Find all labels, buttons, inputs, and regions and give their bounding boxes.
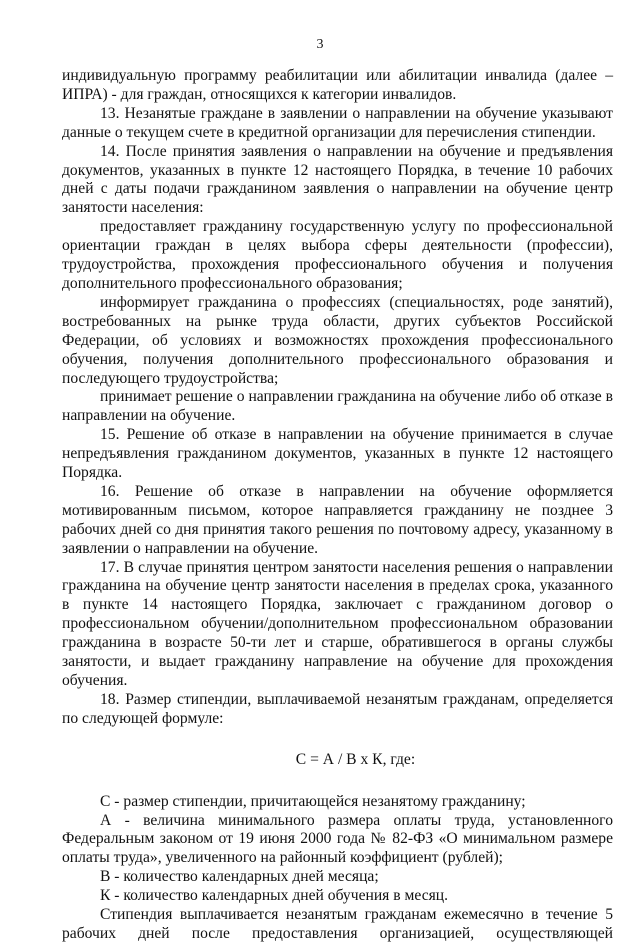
paragraph-14: 14. После принятия заявления о направлении на обучение и предъявления документов, указанных в пункте 12 настоящего Порядка, в течение 10 рабочих дней с даты подачи гражданином заявления о направлении на обучение центр занятости населения:: [62, 142, 613, 217]
paragraph-closing: Стипендия выплачивается незанятым гражданам ежемесячно в течение 5 рабочих дней после предоставления организацией, осуществляющей: [62, 906, 613, 942]
paragraph-16: 16. Решение об отказе в направлении на обучение оформляется мотивированным письмом, которое направляется гражданину не позднее 3 рабочих дней со дня принятия такого решения по почтовому адресу, указанному в заявлении о направлении на обучение.: [62, 482, 613, 557]
paragraph-17: 17. В случае принятия центром занятости населения решения о направлении гражданина на обучение центр занятости населения в пределах срока, указанного в пункте 14 настоящего Порядка, заключает с гражданином договор о профессиональном обучении/дополнительном профессиональном образовании гражданина в возрасте 50-ти лет и старше, обратившегося в органы службы занятости, и выдает гражданину направление на обучение для прохождения обучения.: [62, 558, 613, 689]
paragraph-14-item-orientation: предоставляет гражданину государственную услугу по профессиональной ориентации граждан в целях выбора сферы деятельности (профессии), трудоустройства, прохождения профессионального обучения и получения дополнительного профессионального образования;: [62, 218, 613, 292]
definition-c: С - размер стипендии, причитающейся незанятому гражданину;: [100, 792, 526, 810]
page-number: 3: [316, 37, 324, 52]
paragraph-14-item-inform: информирует гражданина о профессиях (специальностях, роде занятий), востребованных на рынке труда области, других субъектов Российской Федерации, об условиях и возможностях прохождения профессионального обучения, получения дополнительного профессионального образования и последующего трудоустройства;: [62, 293, 613, 387]
definition-a: А - величина минимального размера оплаты труда, установленного Федеральным законом от 19 июня 2000 года № 82-ФЗ «О минимальном размере оплаты труда», увеличенного на районный коэффициент (рублей);: [62, 811, 613, 867]
paragraph-15: 15. Решение об отказе в направлении на обучение принимается в случае непредъявления гражданином документов, указанных в пункте 12 настоящего Порядка.: [62, 426, 613, 482]
paragraph-ipra-continuation: индивидуальную программу реабилитации или абилитации инвалида (далее – ИПРА) - для граждан, относящихся к категории инвалидов.: [62, 67, 613, 103]
stipend-formula: С = А / В х К, где:: [295, 750, 416, 768]
definition-b: В - количество календарных дней месяца;: [100, 868, 379, 886]
paragraph-18: 18. Размер стипендии, выплачиваемой незанятым гражданам, определяется по следующей формуле:: [62, 690, 613, 727]
definition-k: К - количество календарных дней обучения в месяц.: [100, 887, 449, 905]
paragraph-13: 13. Незанятые граждане в заявлении о направлении на обучение указывают данные о текущем счете в кредитной организации для перечисления стипендии.: [62, 104, 613, 141]
document-body: [62, 67, 613, 944]
paragraph-14-item-decision: принимает решение о направлении гражданина на обучение либо об отказе в направлении на обучение.: [62, 388, 613, 425]
